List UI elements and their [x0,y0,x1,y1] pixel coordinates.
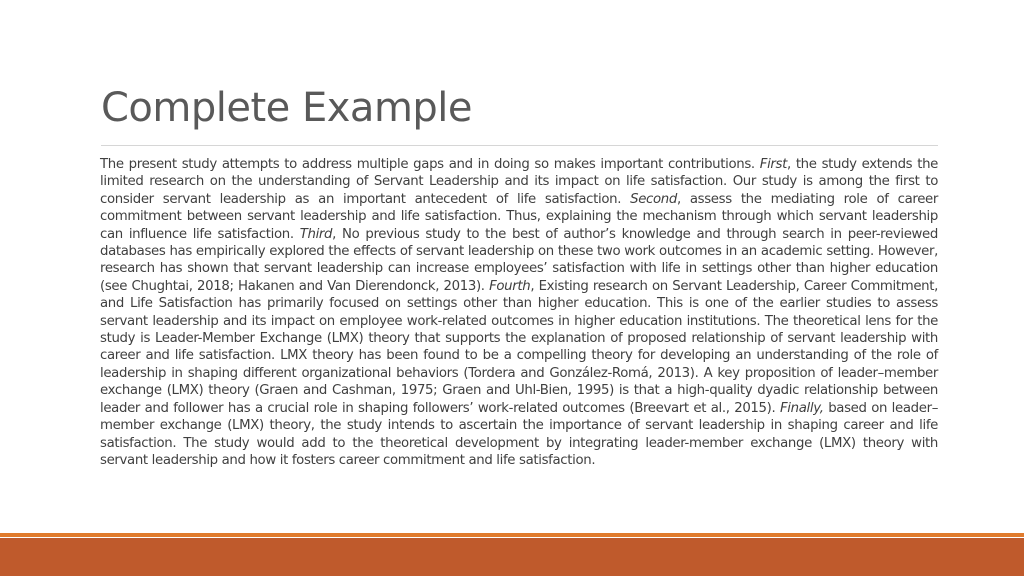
slide-title: Complete Example [101,85,473,131]
paragraph-segment: , Existing research on Servant Leadership, Career Commitment, and Life Satisfaction has primarily focused on settings other than higher education. This is one of the earlier studies to assess servant leadership and its impact on employee work-related outcomes in higher education institutions. The theoretical lens for the study is Leader-Member Exchange (LMX) theory that supports the explanation of proposed relationship of servant leadership with career and life satisfaction. LMX theory has been found to be a compelling theory for developing an understanding of the role of leadership in shaping different organizational behaviors (Tordera and González-Romá, 2013). A key proposition of leader–member exchange (LMX) theory (Graen and Cashman, 1975; Graen and Uhl-Bien, 1995) is that a high-quality dyadic relationship between leader and follower has a crucial role in shaping followers’ work-related outcomes (Breevart et al., 2015). [100,278,938,416]
emphasis-second: Second [630,191,677,207]
title-divider [101,145,938,146]
paragraph-segment: , No previous study to the best of author’s knowledge and through search in peer-reviewed databases has empirically explored the effects of servant leadership on these two work outcomes in an academic setting. However, research has shown that servant leadership can increase employees’ satisfaction with life in settings other than higher education (see Chughtai, 2018; Hakanen and Van Dierendonck, 2013). [100,226,938,294]
footer-band [0,538,1024,576]
paragraph-segment: , the study extends the limited research on the understanding of Servant Leadership and its impact on life satisfaction. Our study is among the first to consider servant leadership as an important antecedent of life satisfaction. [100,157,938,207]
paragraph-segment: , assess the mediating role of career commitment between servant leadership and life satisfaction. Thus, explaining the mechanism through which servant leadership can influence life satisfaction. [100,191,938,242]
paragraph-segment: The present study attempts to address multiple gaps and in doing so makes important contributions. [100,157,760,172]
emphasis-first: First [759,157,787,172]
emphasis-finally: Finally, [780,400,824,416]
emphasis-fourth: Fourth [489,278,531,294]
body-paragraph [100,156,938,469]
footer-accent-line [0,533,1024,537]
paragraph-segment: based on leader–member exchange (LMX) theory, the study intends to ascertain the importance of servant leadership in shaping career and life satisfaction. The study would add to the theoretical development by integrating leader-member exchange (LMX) theory with servant leadership and how it fosters career commitment and life satisfaction. [100,400,938,468]
emphasis-third: Third [299,226,333,242]
